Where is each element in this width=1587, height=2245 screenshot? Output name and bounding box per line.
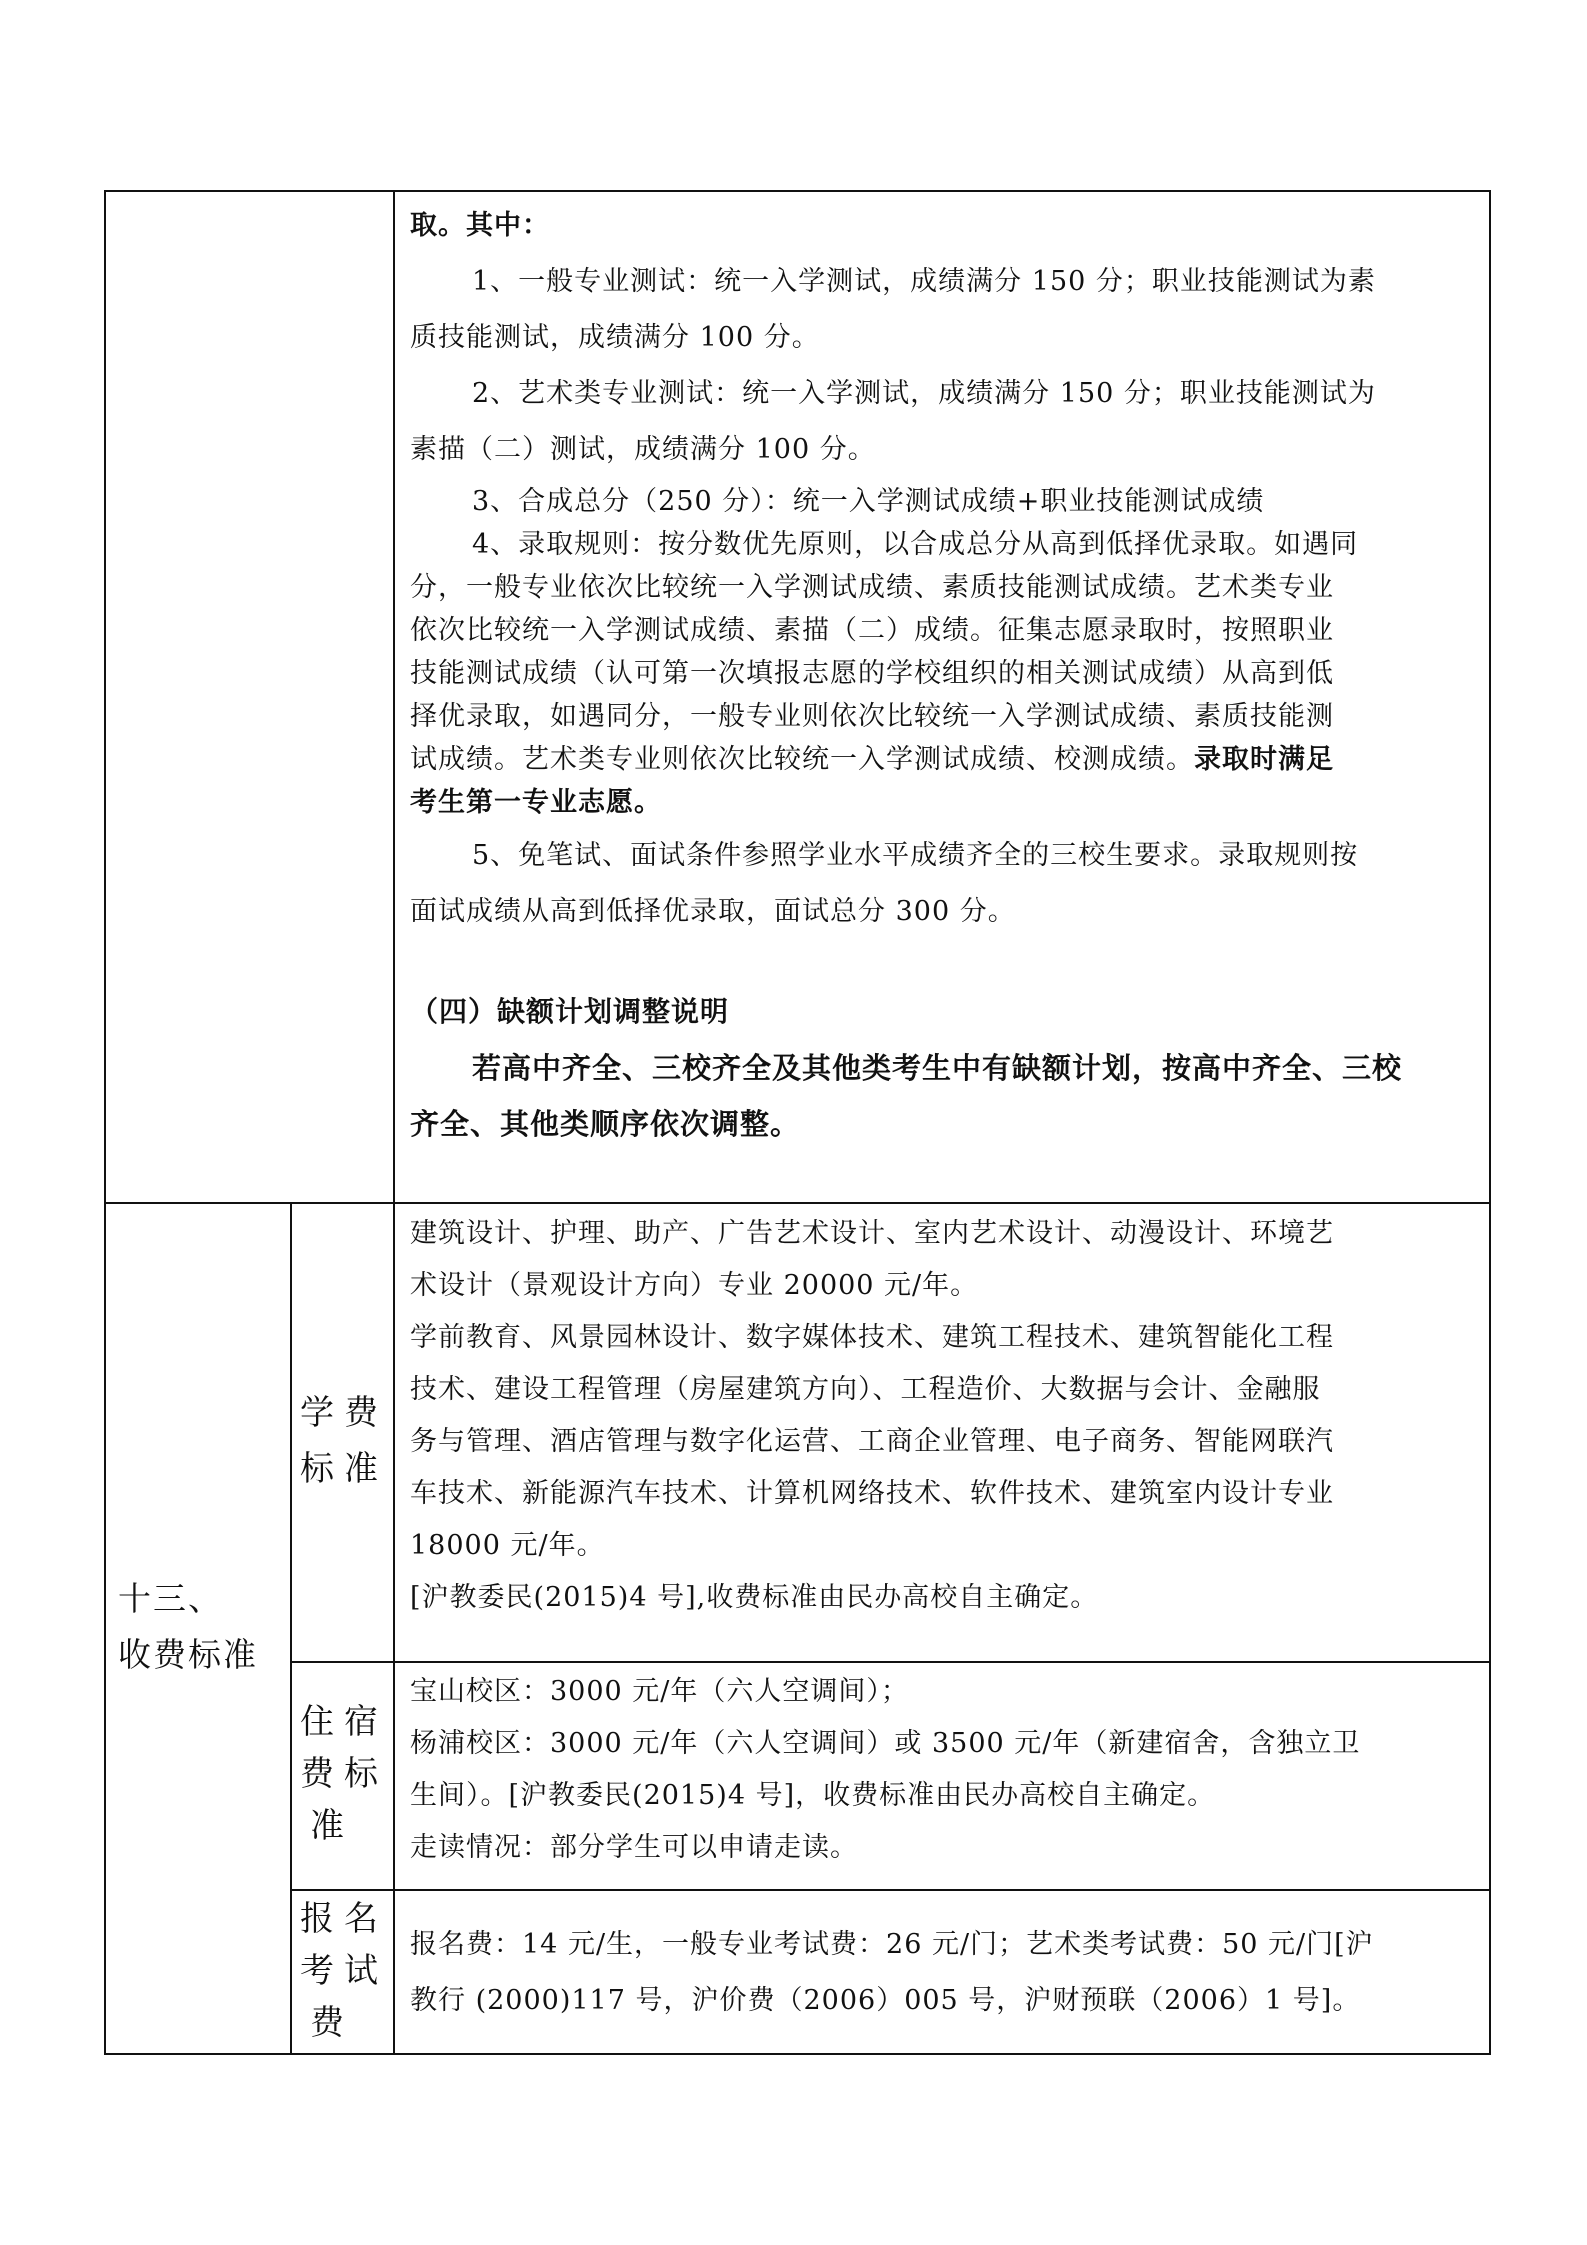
dorm-fee-label: [296, 1696, 392, 1852]
item-4-last-bold: 录取时满足: [1194, 744, 1334, 775]
tuition-line-3: 技术、建设工程管理（房屋建筑方向）、工程造价、大数据与会计、金融服: [410, 1374, 1321, 1405]
item-4-line-3: 技能测试成绩（认可第一次填报志愿的学校组织的相关测试成绩）从高到低: [410, 658, 1334, 689]
item-3-line: 3、合成总分（250 分）：统一入学测试成绩+职业技能测试成绩: [472, 486, 1265, 517]
upper-cell-content: [410, 198, 1480, 1152]
tuition-line-0: 建筑设计、护理、助产、广告艺术设计、室内艺术设计、动漫设计、环境艺: [410, 1218, 1334, 1249]
exam-fee-label: [296, 1893, 392, 2049]
item-1-line-a: 1、一般专业测试：统一入学测试，成绩满分 150 分；职业技能测试为素: [472, 266, 1376, 297]
exam-fee-content: [410, 1917, 1480, 2029]
tuition-line-5: 车技术、新能源汽车技术、计算机网络技术、软件技术、建筑室内设计专业: [410, 1478, 1334, 1509]
dorm-label-line-b: 费标: [300, 1754, 388, 1794]
tuition-label-line-a: 学费: [300, 1393, 388, 1433]
item-4-line-4: 择优录取，如遇同分，一般专业则依次比较统一入学测试成绩、素质技能测: [410, 701, 1334, 732]
tuition-label-line-b: 标准: [300, 1449, 388, 1489]
item-2-line-a: 2、艺术类专业测试：统一入学测试，成绩满分 150 分；职业技能测试为: [472, 378, 1376, 409]
table-border-bottom: [104, 2053, 1491, 2055]
row-divider-dorm: [290, 1889, 1491, 1891]
row-divider-tuition: [290, 1661, 1491, 1663]
tuition-line-6: 18000 元/年。: [410, 1530, 605, 1561]
dorm-line-2: 生间）。[沪教委民(2015)4 号]，收费标准由民办高校自主确定。: [410, 1780, 1216, 1811]
exam-fee-line-0: 报名费：14 元/生，一般专业考试费：26 元/门；艺术类考试费：50 元/门[沪: [410, 1929, 1374, 1960]
section-title: 收费标准: [118, 1635, 258, 1674]
dorm-line-1: 杨浦校区：3000 元/年（六人空调间）或 3500 元/年（新建宿舍，含独立卫: [410, 1728, 1361, 1759]
item-5-line-b: 面试成绩从高到低择优录取，面试总分 300 分。: [410, 896, 1016, 927]
item-4-last-normal: 试成绩。艺术类专业则依次比较统一入学测试成绩、校测成绩。: [410, 744, 1194, 775]
tuition-content: [410, 1208, 1480, 1624]
dorm-fee-content: [410, 1666, 1480, 1874]
item-4-line-1: 分，一般专业依次比较统一入学测试成绩、素质技能测试成绩。艺术类专业: [410, 572, 1334, 603]
dorm-line-3: 走读情况：部分学生可以申请走读。: [410, 1832, 858, 1863]
exam-label-line-c: 费: [310, 2003, 354, 2043]
item-4-bold-line: 考生第一专业志愿。: [410, 787, 662, 818]
dorm-label-line-c: 准: [310, 1806, 354, 1846]
exam-fee-line-1: 教行 (2000)117 号，沪价费（2006）005 号，沪财预联（2006）1 号]。: [410, 1985, 1361, 2016]
section-number: 十三、: [118, 1579, 223, 1618]
bold-paragraph-line-b: 齐全、其他类顺序依次调整。: [410, 1107, 801, 1141]
bold-paragraph-line-a: 若高中齐全、三校齐全及其他类考生中有缺额计划，按高中齐全、三校: [472, 1051, 1403, 1085]
fees-column-divider-2: [393, 1202, 395, 2053]
tuition-line-7: [沪教委民(2015)4 号],收费标准由民办高校自主确定。: [410, 1582, 1099, 1613]
item-5-line-a: 5、免笔试、面试条件参照学业水平成绩齐全的三校生要求。录取规则按: [472, 840, 1359, 871]
exam-label-line-b: 考试: [300, 1951, 388, 1991]
tuition-line-1: 术设计（景观设计方向）专业 20000 元/年。: [410, 1270, 979, 1301]
fees-section-label: [118, 1571, 286, 1683]
dorm-label-line-a: 住宿: [300, 1702, 388, 1742]
table-border-top: [104, 190, 1491, 192]
item-4-line-0: 4、录取规则：按分数优先原则，以合成总分从高到低择优录取。如遇同: [472, 529, 1359, 560]
item-2-line-b: 素描（二）测试，成绩满分 100 分。: [410, 434, 876, 465]
tuition-label: [296, 1385, 392, 1497]
intro-line: 取。其中：: [410, 210, 550, 241]
fees-column-divider-1: [290, 1202, 292, 2053]
item-4-line-5: [410, 738, 1480, 781]
item-1-line-b: 质技能测试，成绩满分 100 分。: [410, 322, 820, 353]
table-border-right: [1489, 190, 1491, 2055]
exam-label-line-a: 报名: [300, 1899, 388, 1939]
tuition-line-2: 学前教育、风景园林设计、数字媒体技术、建筑工程技术、建筑智能化工程: [410, 1322, 1334, 1353]
dorm-line-0: 宝山校区：3000 元/年（六人空调间）；: [410, 1676, 909, 1707]
tuition-line-4: 务与管理、酒店管理与数字化运营、工商企业管理、电子商务、智能网联汽: [410, 1426, 1334, 1457]
row-divider-upper: [104, 1202, 1491, 1204]
item-4-line-2: 依次比较统一入学测试成绩、素描（二）成绩。征集志愿录取时，按照职业: [410, 615, 1334, 646]
table-border-left: [104, 190, 106, 2055]
upper-column-divider: [393, 190, 395, 1203]
sub-heading: （四）缺额计划调整说明: [410, 995, 730, 1028]
items-3-4-block: [410, 480, 1480, 824]
